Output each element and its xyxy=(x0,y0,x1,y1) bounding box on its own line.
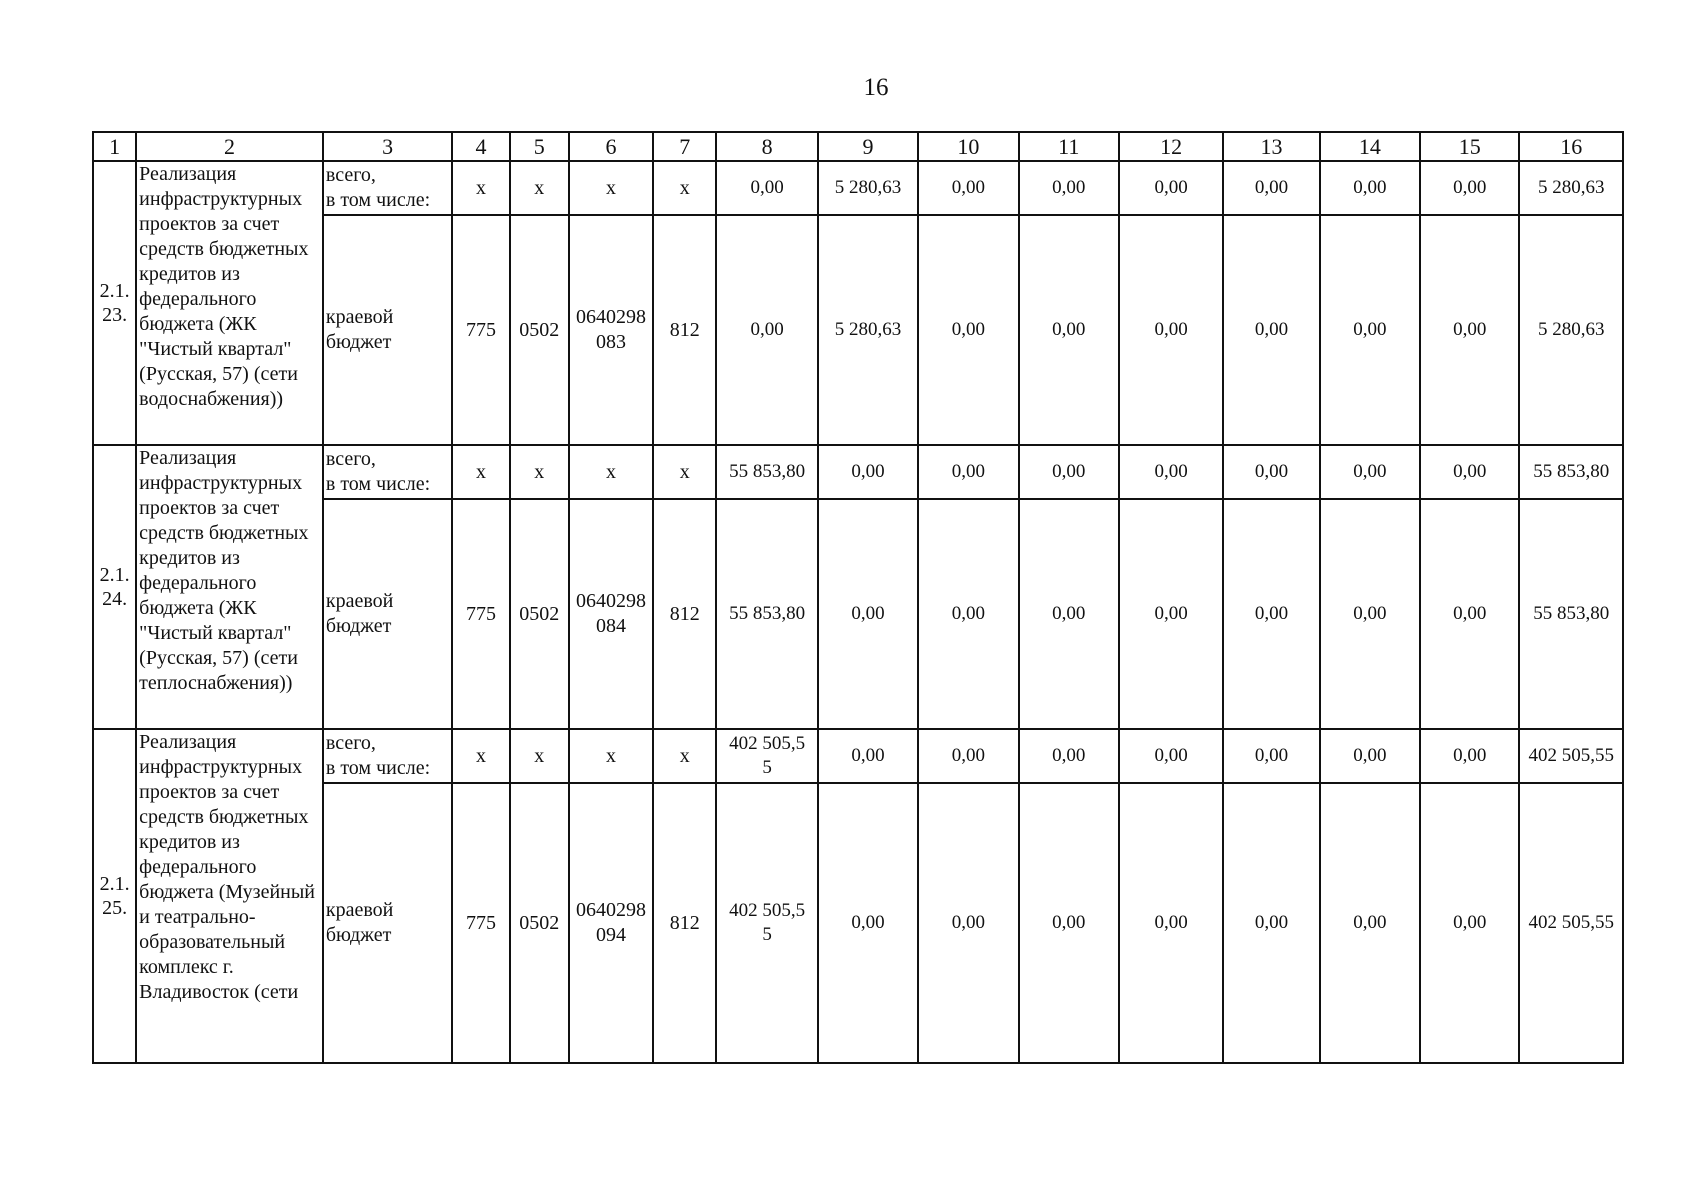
code-cell: 0640298 083 xyxy=(569,215,653,445)
amount-cell: 0,00 xyxy=(1119,783,1223,1063)
column-header-10: 10 xyxy=(918,132,1018,161)
column-header-2: 2 xyxy=(136,132,323,161)
amount-cell: 402 505,5 5 xyxy=(716,783,817,1063)
column-header-6: 6 xyxy=(569,132,653,161)
amount-cell: 0,00 xyxy=(818,499,918,729)
funding-source: краевой бюджет xyxy=(323,215,453,445)
code-cell: 0502 xyxy=(510,783,569,1063)
amount-cell: 0,00 xyxy=(1420,499,1519,729)
amount-cell: 0,00 xyxy=(918,215,1018,445)
column-header-12: 12 xyxy=(1119,132,1223,161)
amount-cell: 0,00 xyxy=(1119,161,1223,215)
table-row-total xyxy=(93,161,1623,215)
amount-cell: 0,00 xyxy=(1223,729,1319,783)
amount-cell: 0,00 xyxy=(918,783,1018,1063)
amount-cell: 5 280,63 xyxy=(1519,215,1623,445)
code-cell: 812 xyxy=(653,499,716,729)
item-number: 2.1. 25. xyxy=(93,729,136,1063)
code-cell: x xyxy=(653,161,716,215)
code-cell: x xyxy=(452,161,509,215)
code-cell: x xyxy=(510,161,569,215)
table-row-detail xyxy=(93,783,1623,1063)
table-row-detail xyxy=(93,215,1623,445)
amount-cell: 0,00 xyxy=(716,215,817,445)
code-cell: x xyxy=(569,161,653,215)
column-header-9: 9 xyxy=(818,132,918,161)
amount-cell: 5 280,63 xyxy=(818,161,918,215)
column-header-13: 13 xyxy=(1223,132,1319,161)
amount-cell: 0,00 xyxy=(1320,445,1420,499)
funding-source: всего, в том числе: xyxy=(323,445,453,499)
code-cell: 775 xyxy=(452,499,509,729)
code-cell: 775 xyxy=(452,783,509,1063)
amount-cell: 0,00 xyxy=(1019,499,1119,729)
amount-cell: 0,00 xyxy=(1223,499,1319,729)
amount-cell: 402 505,55 xyxy=(1519,783,1623,1063)
column-header-15: 15 xyxy=(1420,132,1519,161)
amount-cell: 0,00 xyxy=(1223,783,1319,1063)
code-cell: x xyxy=(510,445,569,499)
code-cell: 0502 xyxy=(510,499,569,729)
column-header-11: 11 xyxy=(1019,132,1119,161)
amount-cell: 0,00 xyxy=(918,161,1018,215)
amount-cell: 0,00 xyxy=(1320,783,1420,1063)
table-row-detail xyxy=(93,499,1623,729)
code-cell: 0640298 094 xyxy=(569,783,653,1063)
amount-cell: 402 505,55 xyxy=(1519,729,1623,783)
funding-source: всего, в том числе: xyxy=(323,161,453,215)
amount-cell: 0,00 xyxy=(1320,215,1420,445)
amount-cell: 0,00 xyxy=(1320,161,1420,215)
page-number: 16 xyxy=(863,74,889,101)
code-cell: x xyxy=(569,445,653,499)
amount-cell: 0,00 xyxy=(1420,729,1519,783)
amount-cell: 5 280,63 xyxy=(1519,161,1623,215)
code-cell: 0502 xyxy=(510,215,569,445)
amount-cell: 0,00 xyxy=(1320,499,1420,729)
code-cell: x xyxy=(653,445,716,499)
code-cell: 812 xyxy=(653,215,716,445)
column-header-5: 5 xyxy=(510,132,569,161)
amount-cell: 0,00 xyxy=(1119,445,1223,499)
item-number: 2.1. 24. xyxy=(93,445,136,729)
amount-cell: 55 853,80 xyxy=(1519,499,1623,729)
column-header-3: 3 xyxy=(323,132,453,161)
amount-cell: 0,00 xyxy=(818,783,918,1063)
amount-cell: 0,00 xyxy=(1420,161,1519,215)
funding-source: краевой бюджет xyxy=(323,783,453,1063)
amount-cell: 0,00 xyxy=(1019,783,1119,1063)
amount-cell: 55 853,80 xyxy=(716,445,817,499)
amount-cell: 0,00 xyxy=(1320,729,1420,783)
amount-cell: 0,00 xyxy=(1420,783,1519,1063)
item-name: Реализация инфраструктурных проектов за счет средств бюджетных кредитов из федерального бюджета (Музейный и театрально-образовательный комплекс г. Владивосток (сети xyxy=(136,729,323,1063)
amount-cell: 0,00 xyxy=(1019,161,1119,215)
code-cell: 775 xyxy=(452,215,509,445)
amount-cell: 0,00 xyxy=(1019,729,1119,783)
amount-cell: 0,00 xyxy=(1119,215,1223,445)
budget-table xyxy=(92,131,1624,1064)
column-header-1: 1 xyxy=(93,132,136,161)
funding-source: краевой бюджет xyxy=(323,499,453,729)
amount-cell: 0,00 xyxy=(1019,215,1119,445)
amount-cell: 402 505,5 5 xyxy=(716,729,817,783)
header-row xyxy=(93,132,1623,161)
funding-source: всего, в том числе: xyxy=(323,729,453,783)
item-name: Реализация инфраструктурных проектов за счет средств бюджетных кредитов из федерального бюджета (ЖК "Чистый квартал" (Русская, 57) (сети водоснабжения)) xyxy=(136,161,323,445)
column-header-16: 16 xyxy=(1519,132,1623,161)
item-name: Реализация инфраструктурных проектов за счет средств бюджетных кредитов из федерального бюджета (ЖК "Чистый квартал" (Русская, 57) (сети теплоснабжения)) xyxy=(136,445,323,729)
table-row-total xyxy=(93,445,1623,499)
code-cell: x xyxy=(510,729,569,783)
amount-cell: 0,00 xyxy=(918,499,1018,729)
amount-cell: 0,00 xyxy=(818,445,918,499)
code-cell: x xyxy=(569,729,653,783)
code-cell: x xyxy=(452,445,509,499)
amount-cell: 0,00 xyxy=(1420,445,1519,499)
column-header-4: 4 xyxy=(452,132,509,161)
amount-cell: 0,00 xyxy=(716,161,817,215)
column-header-7: 7 xyxy=(653,132,716,161)
amount-cell: 0,00 xyxy=(918,445,1018,499)
amount-cell: 0,00 xyxy=(1223,445,1319,499)
amount-cell: 0,00 xyxy=(1119,729,1223,783)
amount-cell: 0,00 xyxy=(1223,161,1319,215)
amount-cell: 0,00 xyxy=(1019,445,1119,499)
code-cell: x xyxy=(653,729,716,783)
amount-cell: 0,00 xyxy=(1420,215,1519,445)
column-header-14: 14 xyxy=(1320,132,1420,161)
code-cell: 0640298 084 xyxy=(569,499,653,729)
amount-cell: 55 853,80 xyxy=(1519,445,1623,499)
code-cell: 812 xyxy=(653,783,716,1063)
amount-cell: 0,00 xyxy=(918,729,1018,783)
column-header-8: 8 xyxy=(716,132,817,161)
amount-cell: 0,00 xyxy=(1223,215,1319,445)
table-row-total xyxy=(93,729,1623,783)
amount-cell: 0,00 xyxy=(1119,499,1223,729)
amount-cell: 0,00 xyxy=(818,729,918,783)
amount-cell: 55 853,80 xyxy=(716,499,817,729)
code-cell: x xyxy=(452,729,509,783)
item-number: 2.1. 23. xyxy=(93,161,136,445)
amount-cell: 5 280,63 xyxy=(818,215,918,445)
